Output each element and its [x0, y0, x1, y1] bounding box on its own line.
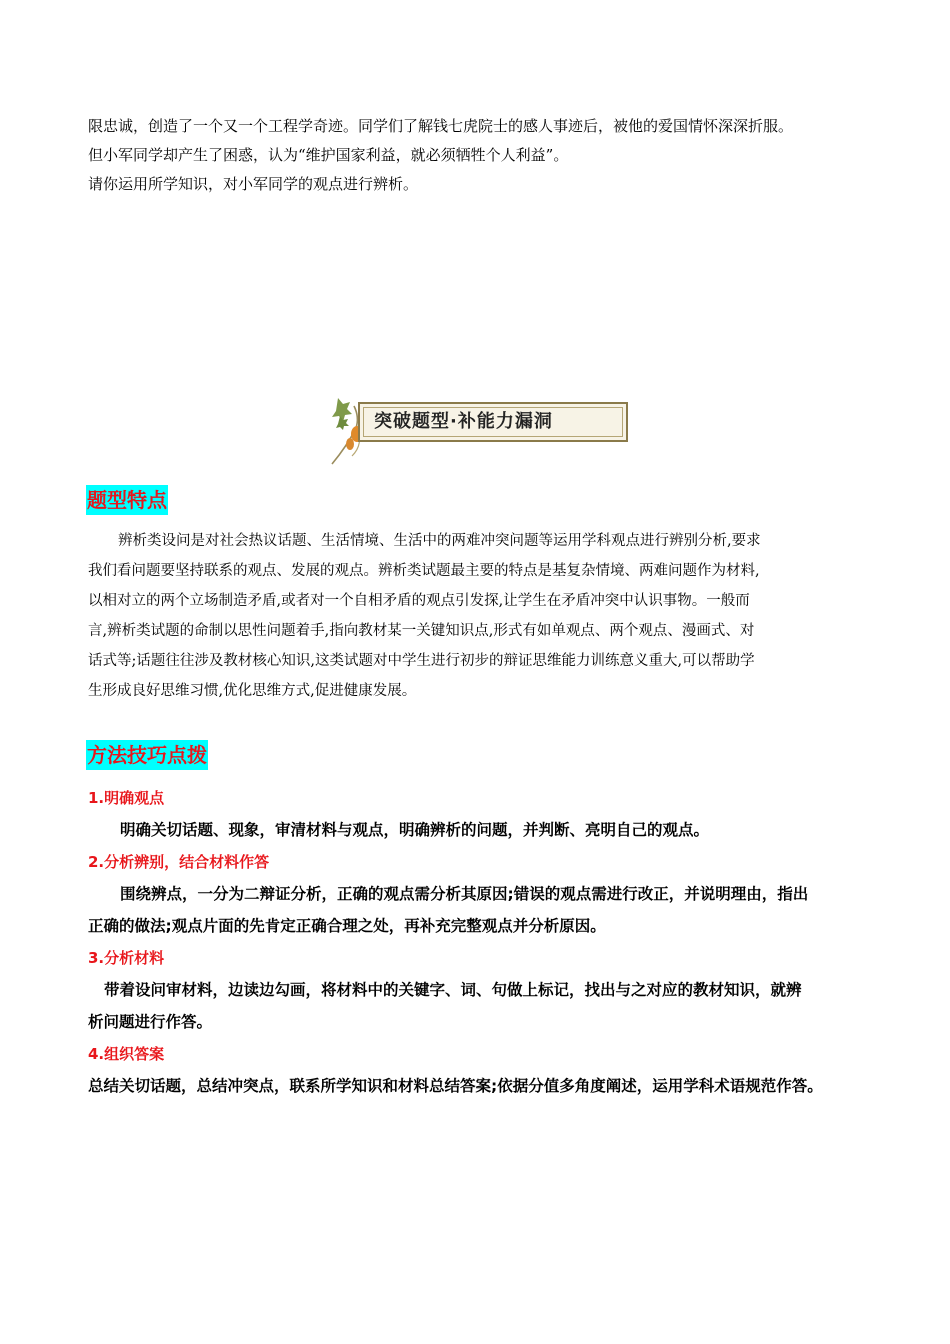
intro-line: 但小军同学却产生了困惑，认为“维护国家利益，就必须牺牲个人利益”。 — [88, 146, 569, 164]
method-text: 析问题进行作答。 — [88, 1013, 213, 1031]
methods-heading: 方法技巧点拨 — [86, 740, 208, 770]
method-title: 1.明确观点 — [88, 789, 165, 807]
intro-paragraph — [88, 112, 878, 199]
method-text: 总结关切话题，总结冲突点，联系所学知识和材料总结答案;依据分值多角度阐述，运用学科术语规范作答。 — [88, 1077, 823, 1095]
method-text: 带着设问审材料，边读边勾画，将材料中的关键字、词、句做上标记，找出与之对应的教材知识，就辨 — [104, 981, 802, 999]
methods-list — [88, 782, 888, 1102]
method-title: 2.分析辨别，结合材料作答 — [88, 853, 270, 871]
features-line: 生形成良好思维习惯,优化思维方式,促进健康发展。 — [88, 683, 417, 699]
features-heading: 题型特点 — [86, 485, 168, 515]
features-line: 辨析类设问是对社会热议话题、生活情境、生活中的两难冲突问题等运用学科观点进行辨别分析,要求 — [118, 533, 761, 549]
features-line: 言,辨析类试题的命制以思性问题着手,指向教材某一关键知识点,形式有如单观点、两个观点、漫画式、对 — [88, 623, 755, 639]
features-line: 话式等;话题往往涉及教材核心知识,这类试题对中学生进行初步的辩证思维能力训练意义重大,可以帮助学 — [88, 653, 755, 669]
method-title: 3.分析材料 — [88, 949, 165, 967]
intro-line: 限忠诚，创造了一个又一个工程学奇迹。同学们了解钱七虎院士的感人事迹后，被他的爱国情怀深深折服。 — [88, 117, 794, 135]
banner-frame — [358, 402, 628, 442]
method-text: 正确的做法;观点片面的先肯定正确合理之处，再补充完整观点并分析原因。 — [88, 917, 606, 935]
banner-title: 突破题型·补能力漏洞 — [374, 411, 553, 432]
features-line: 以相对立的两个立场制造矛盾,或者对一个自相矛盾的观点引发探,让学生在矛盾冲突中认识事物。一般而 — [88, 593, 750, 609]
method-title: 4.组织答案 — [88, 1045, 165, 1063]
method-text: 围绕辨点，一分为二辩证分析，正确的观点需分析其原因;错误的观点需进行改正，并说明理由，指出 — [120, 885, 809, 903]
intro-line: 请你运用所学知识，对小军同学的观点进行辨析。 — [88, 175, 419, 193]
method-text: 明确关切话题、现象，审清材料与观点，明确辨析的问题，并判断、亮明自己的观点。 — [120, 821, 710, 839]
features-line: 我们看问题要坚持联系的观点、发展的观点。辨析类试题最主要的特点是基复杂情境、两难问题作为材料, — [88, 563, 760, 579]
section-banner — [328, 394, 618, 466]
features-paragraph — [88, 526, 868, 706]
